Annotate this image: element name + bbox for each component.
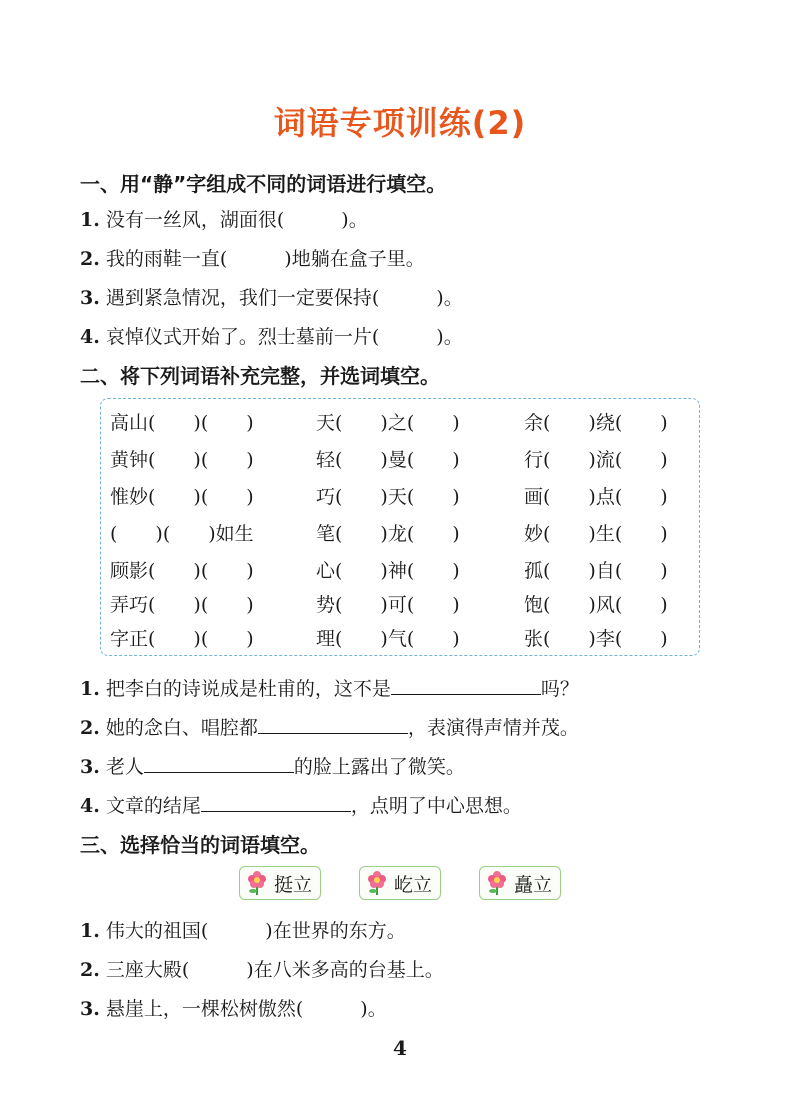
item-text-before: 把李白的诗说成是杜甫的，这不是 <box>105 678 391 700</box>
idiom-cell: 张( )李( ) <box>524 628 668 650</box>
idiom-cell: 画( )点( ) <box>524 486 668 508</box>
answer-blank[interactable] <box>391 693 541 695</box>
idiom-cell: ( )( )如生 <box>110 523 254 545</box>
word-option-3 <box>479 866 561 900</box>
section3-item-3 <box>80 994 387 1021</box>
item-text-after: ，点明了中心思想。 <box>350 795 522 817</box>
idiom-cell: 势( )可( ) <box>316 594 460 616</box>
section1-item-3 <box>80 283 463 310</box>
section3-item-1 <box>80 916 406 943</box>
item-text: 没有一丝风，湖面很( )。 <box>105 209 368 231</box>
section2-item-1 <box>80 674 579 701</box>
section2-item-2 <box>80 713 579 740</box>
page-title: 词语专项训练(2) <box>273 104 527 142</box>
flower-icon <box>484 870 510 896</box>
option-text: 屹立 <box>394 873 433 896</box>
section1-item-1 <box>80 205 368 232</box>
item-number: 1. <box>80 678 100 700</box>
section1-item-4 <box>80 322 463 349</box>
answer-blank[interactable] <box>201 810 351 812</box>
item-number: 2. <box>80 717 100 739</box>
item-text: 悬崖上，一棵松树傲然( )。 <box>105 998 387 1020</box>
item-text: 遇到紧急情况，我们一定要保持( )。 <box>105 287 463 309</box>
idiom-cell: 余( )绕( ) <box>524 412 668 434</box>
idiom-cell: 饱( )风( ) <box>524 594 668 616</box>
section2-item-3 <box>80 752 465 779</box>
item-number: 3. <box>80 756 100 778</box>
item-number: 2. <box>80 248 100 270</box>
flower-icon <box>244 870 270 896</box>
item-text: 三座大殿( )在八米多高的台基上。 <box>105 959 444 981</box>
idiom-cell: 行( )流( ) <box>524 449 668 471</box>
idiom-cell: 心( )神( ) <box>316 560 460 582</box>
answer-blank[interactable] <box>144 771 294 773</box>
section2-heading: 二、将下列词语补充完整，并选词填空。 <box>80 364 440 388</box>
item-text: 伟大的祖国( )在世界的东方。 <box>105 920 406 942</box>
item-number: 3. <box>80 287 100 309</box>
page-number: 4 <box>393 1036 407 1060</box>
item-text-after: ，表演得声情并茂。 <box>407 717 579 739</box>
item-number: 2. <box>80 959 100 981</box>
item-text-before: 文章的结尾 <box>105 795 201 817</box>
answer-blank[interactable] <box>258 732 408 734</box>
option-text: 挺立 <box>274 873 313 896</box>
idiom-cell: 高山( )( ) <box>110 412 254 434</box>
flower-icon <box>364 870 390 896</box>
idiom-cell: 天( )之( ) <box>316 412 460 434</box>
word-option-2 <box>359 866 441 900</box>
option-text: 矗立 <box>514 873 553 896</box>
section2-item-4 <box>80 791 522 818</box>
idiom-cell: 巧( )天( ) <box>316 486 460 508</box>
item-number: 4. <box>80 795 100 817</box>
section3-heading: 三、选择恰当的词语填空。 <box>80 833 320 857</box>
item-text: 我的雨鞋一直( )地躺在盒子里。 <box>105 248 425 270</box>
idiom-cell: 字正( )( ) <box>110 628 254 650</box>
item-number: 1. <box>80 920 100 942</box>
idiom-cell: 顾影( )( ) <box>110 560 254 582</box>
idiom-cell: 惟妙( )( ) <box>110 486 254 508</box>
item-text: 哀悼仪式开始了。烈士墓前一片( )。 <box>105 326 463 348</box>
item-number: 3. <box>80 998 100 1020</box>
idiom-cell: 笔( )龙( ) <box>316 523 460 545</box>
idiom-cell: 黄钟( )( ) <box>110 449 254 471</box>
section1-item-2 <box>80 244 425 271</box>
section1-heading: 一、用“静”字组成不同的词语进行填空。 <box>80 172 447 196</box>
item-number: 1. <box>80 209 100 231</box>
item-text-before: 她的念白、唱腔都 <box>105 717 258 739</box>
item-number: 4. <box>80 326 100 348</box>
idiom-cell: 孤( )自( ) <box>524 560 668 582</box>
idiom-cell: 轻( )曼( ) <box>316 449 460 471</box>
idiom-cell: 妙( )生( ) <box>524 523 668 545</box>
word-option-1 <box>239 866 321 900</box>
item-text-before: 老人 <box>105 756 144 778</box>
item-text-after: 的脸上露出了微笑。 <box>293 756 465 778</box>
idiom-cell: 理( )气( ) <box>316 628 460 650</box>
idiom-cell: 弄巧( )( ) <box>110 594 254 616</box>
section3-item-2 <box>80 955 444 982</box>
item-text-after: 吗？ <box>540 678 579 700</box>
